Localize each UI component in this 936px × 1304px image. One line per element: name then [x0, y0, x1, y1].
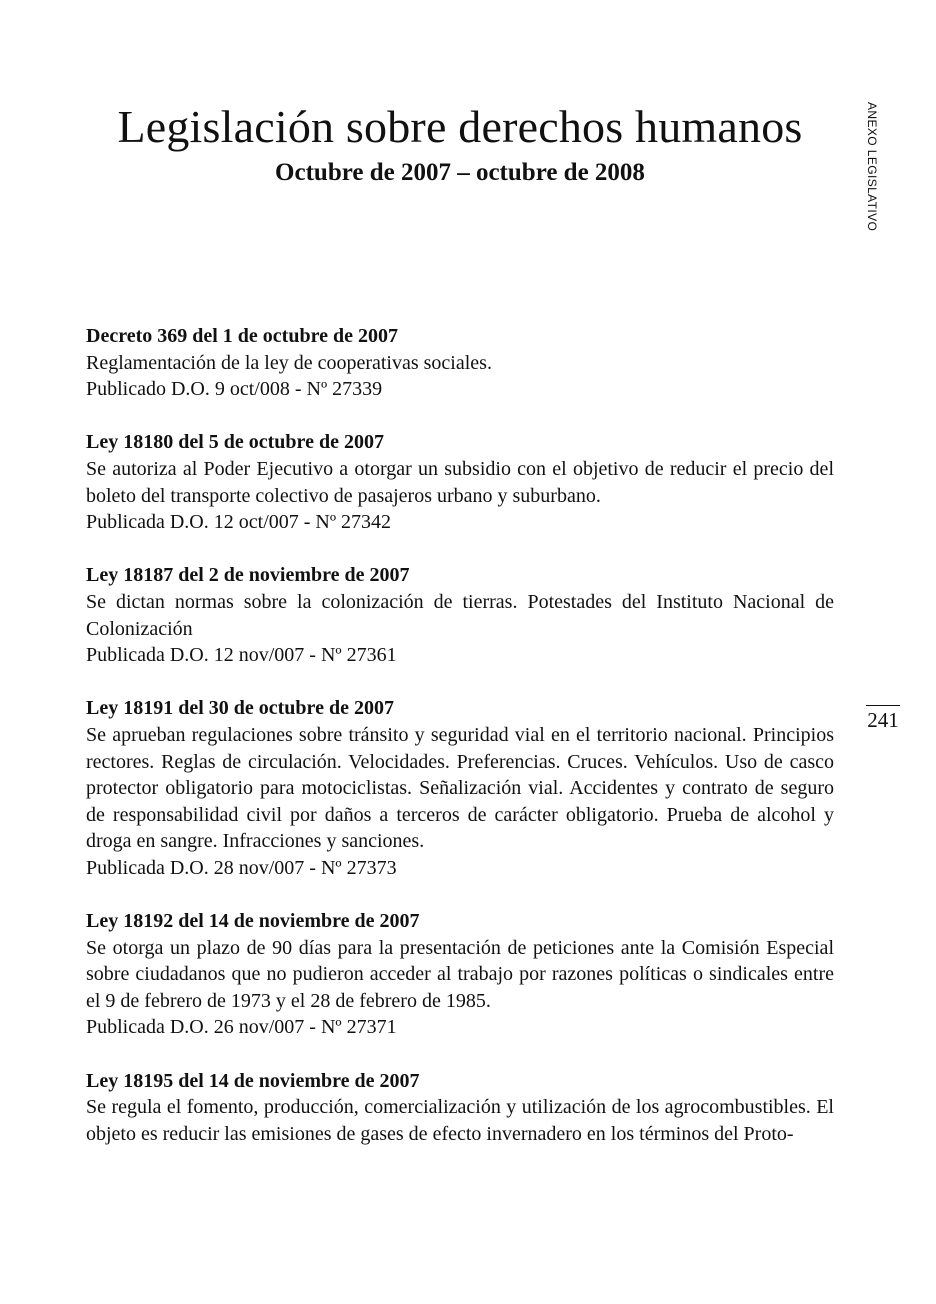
legislation-entry — [86, 908, 834, 1041]
entry-title: Ley 18191 del 30 de octubre de 2007 — [86, 697, 394, 720]
entry-publication: Publicado D.O. 9 oct/008 - Nº 27339 — [86, 378, 383, 401]
page-number: 241 — [867, 708, 899, 732]
entry-description: Reglamentación de la ley de cooperativas sociales. — [86, 351, 492, 374]
entry-publication: Publicada D.O. 26 nov/007 - Nº 27371 — [86, 1016, 397, 1039]
page-subtitle: Octubre de 2007 – octubre de 2008 — [275, 159, 645, 186]
entry-description: Se otorga un plazo de 90 días para la presentación de peticiones ante la Comisión Especial sobre ciudadanos que no pudieron acceder al trabajo por razones políticas o sindicales entre el 9 de febrero de 1973 y el 28 de febrero de 1985. — [86, 936, 834, 1012]
legislation-entry — [86, 429, 834, 535]
entry-title: Ley 18180 del 5 de octubre de 2007 — [86, 431, 384, 454]
legislation-list — [86, 323, 834, 1174]
page-title: Legislación sobre derechos humanos — [117, 101, 803, 152]
entry-description: Se aprueban regulaciones sobre tránsito y seguridad vial en el territorio nacional. Principios rectores. Reglas de circulación. Velocidades. Preferencias. Cruces. Vehículos. Uso de casco protector obligatorio para motociclistas. Señalización vial. Accidentes y contrato de seguro de responsabilidad civil por daños a terceros de carácter obligatorio. Prueba de alcohol y droga en sangre. Infracciones y sanciones. — [86, 723, 834, 853]
entry-description: Se autoriza al Poder Ejecutivo a otorgar un subsidio con el objetivo de reducir el precio del boleto del transporte colectivo de pasajeros urbano y suburbano. — [86, 457, 834, 507]
section-side-label: ANEXO LEGISLATIVO — [865, 102, 879, 232]
entry-description: Se dictan normas sobre la colonización de tierras. Potestades del Instituto Nacional de Colonización — [86, 590, 834, 640]
entry-description: Se regula el fomento, producción, comercialización y utilización de los agrocombustibles. El objeto es reducir las emisiones de gases de efecto invernadero en los términos del Proto- — [86, 1096, 834, 1145]
entry-publication: Publicada D.O. 12 oct/007 - Nº 27342 — [86, 511, 392, 534]
page-number-rule — [866, 705, 900, 706]
entry-title: Ley 18195 del 14 de noviembre de 2007 — [86, 1069, 420, 1092]
entry-publication: Publicada D.O. 12 nov/007 - Nº 27361 — [86, 644, 397, 667]
legislation-entry — [86, 1068, 834, 1148]
legislation-entry — [86, 562, 834, 668]
entry-publication: Publicada D.O. 28 nov/007 - Nº 27373 — [86, 856, 397, 879]
entry-title: Decreto 369 del 1 de octubre de 2007 — [86, 325, 398, 347]
legislation-entry — [86, 695, 834, 881]
legislation-entry — [86, 323, 834, 403]
entry-title: Ley 18187 del 2 de noviembre de 2007 — [86, 564, 410, 587]
entry-title: Ley 18192 del 14 de noviembre de 2007 — [86, 910, 420, 933]
